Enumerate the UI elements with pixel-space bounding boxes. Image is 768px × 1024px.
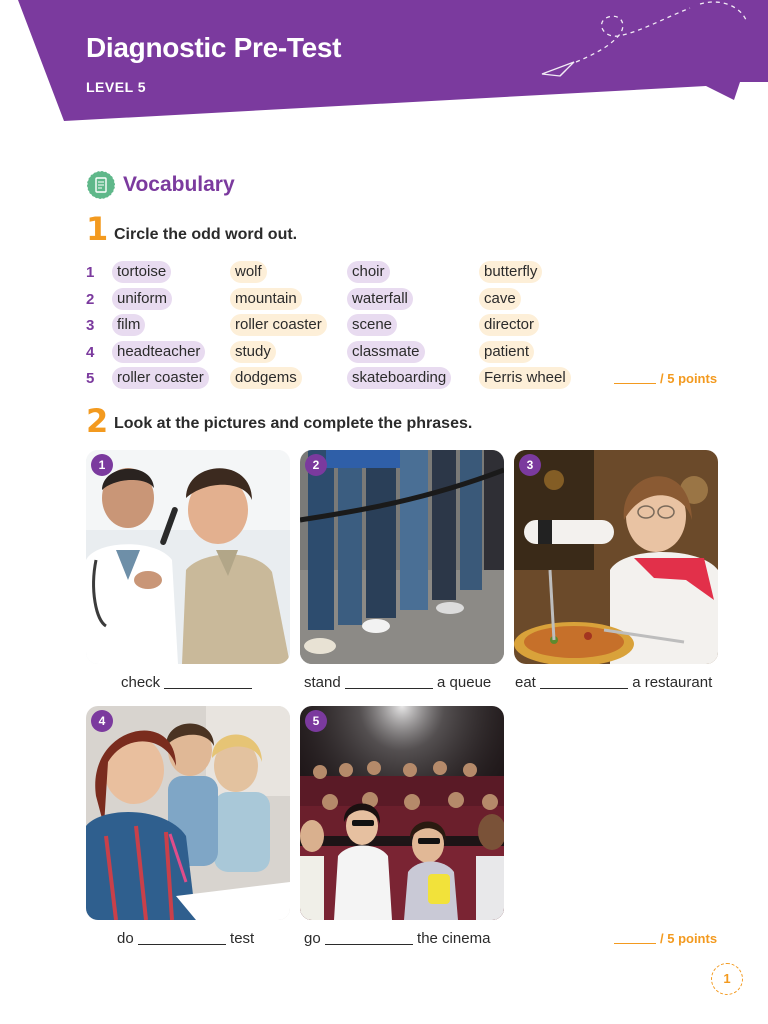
phrase-2: stand a queue	[304, 674, 492, 691]
picture-queue	[300, 450, 504, 664]
picture-number-badge: 5	[305, 710, 327, 732]
answer-blank[interactable]	[540, 688, 628, 689]
row-number: 4	[86, 343, 95, 361]
score-blank[interactable]	[614, 383, 656, 384]
word-option[interactable]: film	[112, 314, 145, 336]
word-option[interactable]: butterfly	[479, 261, 542, 283]
picture-doctor-ear-check	[86, 450, 290, 664]
row-number: 2	[86, 290, 95, 308]
answer-blank[interactable]	[325, 944, 413, 945]
picture-number-badge: 3	[519, 454, 541, 476]
phrase-3: eat a restaurant	[515, 674, 713, 691]
word-option[interactable]: scene	[347, 314, 397, 336]
word-row	[86, 261, 726, 285]
row-number: 5	[86, 370, 95, 387]
word-option[interactable]: skateboarding	[347, 367, 451, 389]
phrase-4: do test	[117, 930, 255, 947]
word-row	[86, 314, 726, 338]
word-option[interactable]: uniform	[112, 288, 172, 310]
picture-number-badge: 2	[305, 454, 327, 476]
word-row	[86, 288, 726, 312]
answer-blank[interactable]	[138, 944, 226, 945]
page-title: Diagnostic Pre-Test	[86, 32, 342, 63]
level-label: LEVEL 5	[86, 79, 147, 95]
word-option[interactable]: waterfall	[347, 288, 413, 310]
word-option[interactable]: cave	[479, 288, 521, 310]
header-banner	[0, 0, 768, 130]
exercise-number: 2	[86, 402, 109, 440]
word-option[interactable]: Ferris wheel	[479, 367, 571, 389]
word-option[interactable]: wolf	[230, 261, 267, 283]
word-option[interactable]: tortoise	[112, 261, 171, 283]
points-score: / 5 points	[614, 371, 717, 386]
word-option[interactable]: director	[479, 314, 539, 336]
word-option[interactable]: classmate	[347, 341, 425, 363]
picture-number-badge: 1	[91, 454, 113, 476]
row-number: 3	[86, 317, 95, 334]
word-option[interactable]: study	[230, 341, 276, 363]
phrase-1: check	[121, 674, 252, 691]
word-row	[86, 341, 726, 365]
picture-students-test	[86, 706, 290, 920]
exercise-number: 1	[86, 210, 109, 248]
score-blank[interactable]	[614, 943, 656, 944]
picture-girl-restaurant	[514, 450, 718, 664]
word-option[interactable]: patient	[479, 341, 534, 363]
word-option[interactable]: roller coaster	[112, 367, 209, 389]
exercise-instruction: Look at the pictures and complete the phrases.	[114, 415, 473, 432]
word-option[interactable]: headteacher	[112, 341, 205, 363]
word-option[interactable]: dodgems	[230, 367, 302, 389]
picture-cinema-audience	[300, 706, 504, 920]
row-number: 1	[86, 264, 95, 281]
answer-blank[interactable]	[164, 688, 252, 689]
page-number: 1	[711, 963, 743, 995]
word-option[interactable]: mountain	[230, 288, 302, 310]
phrase-5: go the cinema	[304, 930, 491, 947]
word-option[interactable]: roller coaster	[230, 314, 327, 336]
picture-number-badge: 4	[91, 710, 113, 732]
section-title: Vocabulary	[123, 173, 235, 196]
exercise-instruction: Circle the odd word out.	[114, 226, 298, 243]
points-score: / 5 points	[614, 931, 717, 946]
word-option[interactable]: choir	[347, 261, 390, 283]
vocabulary-book-icon	[86, 170, 116, 200]
answer-blank[interactable]	[345, 688, 433, 689]
